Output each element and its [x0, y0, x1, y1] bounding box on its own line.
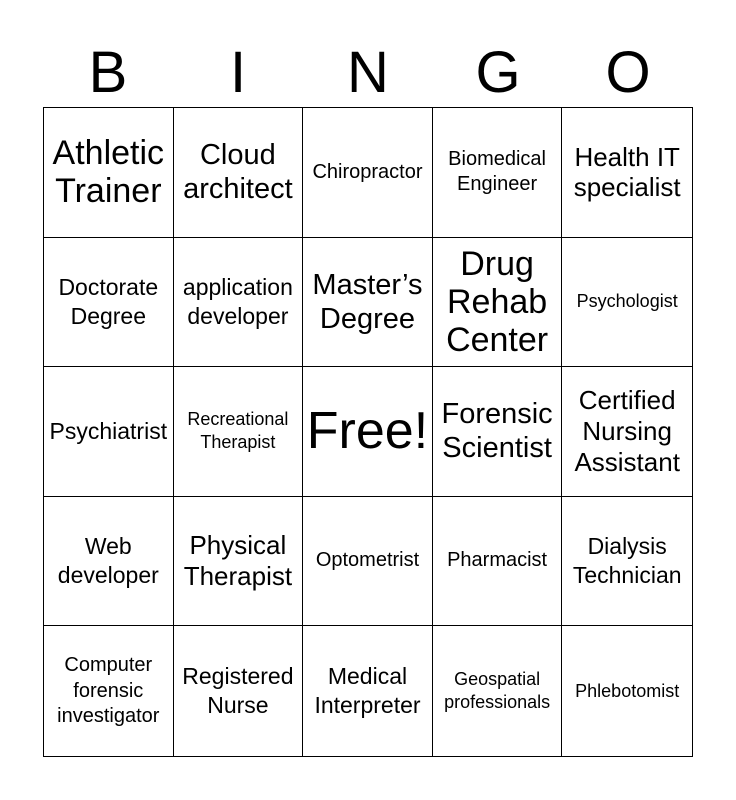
bingo-cell-r1-c2[interactable]: Cloud architect — [174, 108, 304, 238]
header-letter-o: O — [605, 40, 651, 105]
bingo-cell-r3-c1[interactable]: Psychiatrist — [44, 367, 174, 497]
bingo-cell-r1-c3[interactable]: Chiropractor — [303, 108, 433, 238]
bingo-cell-r5-c3[interactable]: Medical Interpreter — [303, 626, 433, 756]
bingo-header — [43, 38, 693, 108]
bingo-cell-r2-c3[interactable]: Master’s Degree — [303, 238, 433, 368]
bingo-cell-r2-c2[interactable]: application developer — [174, 238, 304, 368]
bingo-cell-r3-c5[interactable]: Certified Nursing Assistant — [562, 367, 692, 497]
bingo-cell-r3-c4[interactable]: Forensic Scientist — [433, 367, 563, 497]
bingo-cell-r5-c5[interactable]: Phlebotomist — [575, 680, 680, 701]
header-letter-n: N — [347, 40, 389, 105]
bingo-cell-r2-c5[interactable]: Psychologist — [562, 238, 692, 368]
bingo-cell-r5-c4[interactable]: Geospatial professionals — [433, 626, 563, 756]
bingo-card — [43, 107, 693, 757]
free-space-cell[interactable]: Free! — [303, 367, 433, 497]
bingo-cell-r4-c3[interactable]: Optometrist — [303, 497, 433, 627]
bingo-cell-r4-c5[interactable]: Dialysis Technician — [562, 497, 692, 627]
bingo-cell-r3-c2[interactable]: Recreational Therapist — [174, 367, 304, 497]
header-letter-i: I — [229, 40, 247, 105]
header-letter-b: B — [88, 40, 128, 105]
bingo-cell-r2-c1[interactable]: Doctorate Degree — [44, 238, 174, 368]
bingo-cell-r4-c1[interactable]: Web developer — [44, 497, 174, 627]
bingo-cell-r1-c1[interactable]: Athletic Trainer — [44, 108, 174, 238]
header-letter-g: G — [475, 40, 521, 105]
bingo-cell-r5-c2[interactable]: Registered Nurse — [174, 626, 304, 756]
bingo-cell-r5-c1[interactable]: Computer forensic investigator — [44, 626, 174, 756]
bingo-cell-r1-c4[interactable]: Biomedical Engineer — [433, 108, 563, 238]
bingo-cell-r1-c5[interactable]: Health IT specialist — [562, 108, 692, 238]
bingo-grid — [44, 108, 692, 756]
bingo-cell-r2-c4[interactable]: Drug Rehab Center — [433, 238, 563, 368]
bingo-cell-r4-c4[interactable]: Pharmacist — [433, 497, 563, 627]
bingo-cell-r4-c2[interactable]: Physical Therapist — [174, 497, 304, 627]
